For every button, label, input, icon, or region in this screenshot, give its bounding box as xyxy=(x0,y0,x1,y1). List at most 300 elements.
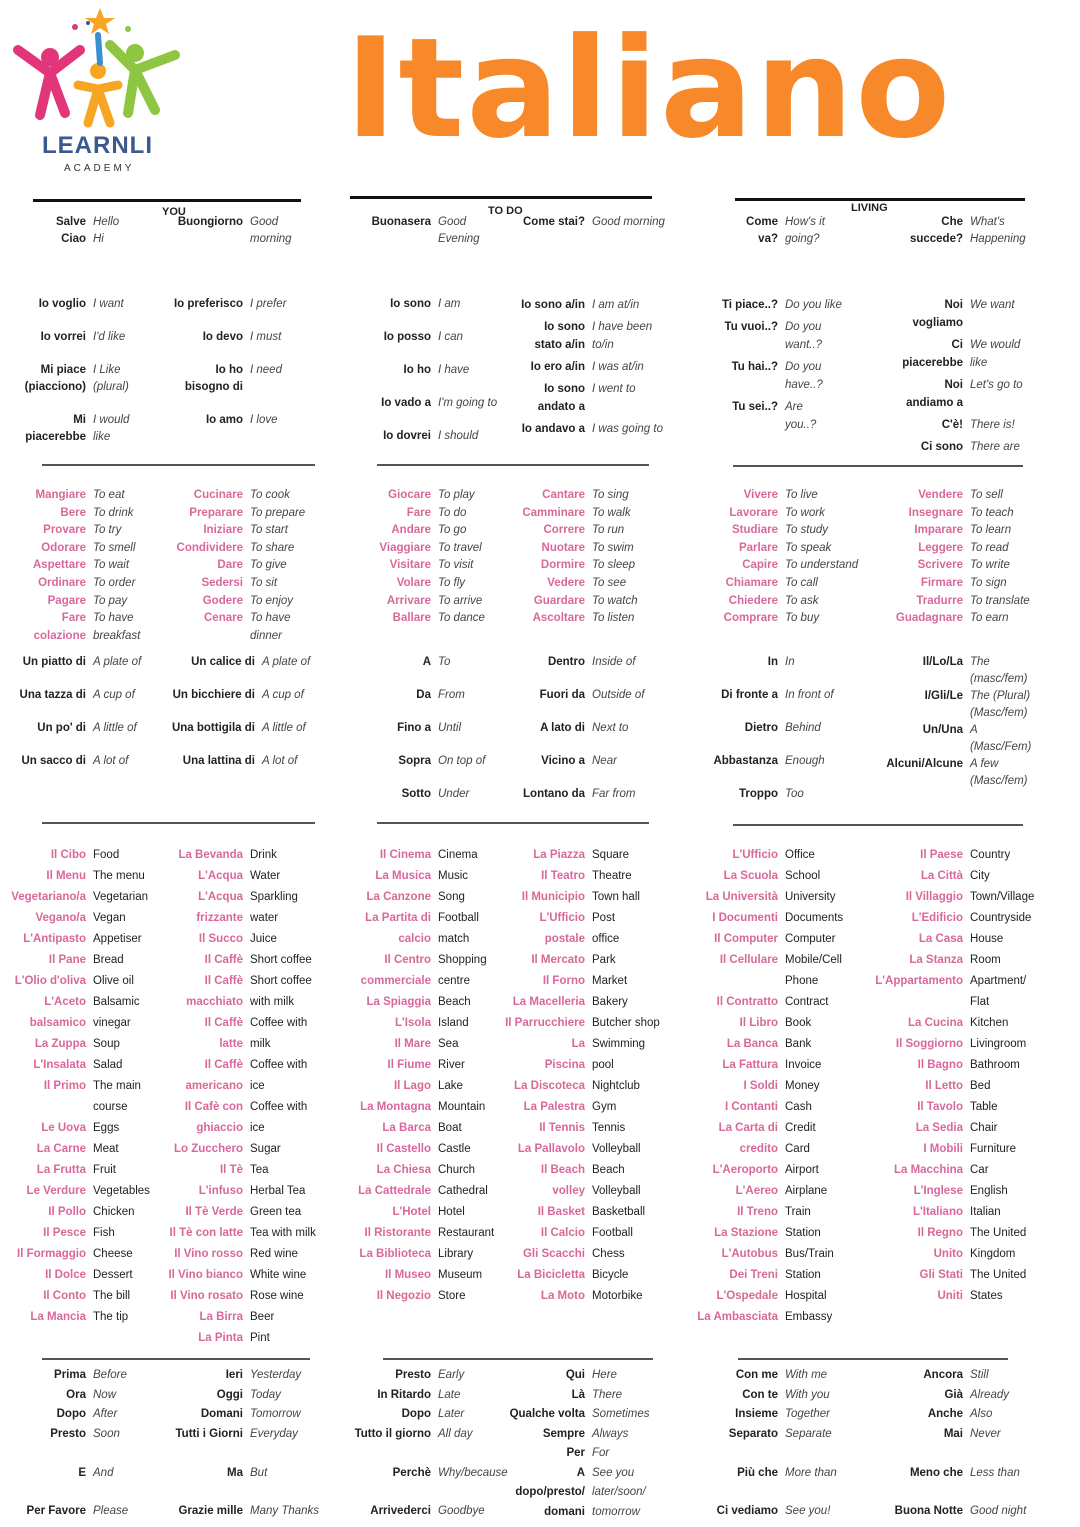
english-translation: To call xyxy=(785,576,818,589)
english-translation: A lot of xyxy=(262,755,298,767)
vocab-entry xyxy=(0,540,140,558)
italian-term: Ci sono xyxy=(920,441,963,453)
english-translation: Herbal Tea xyxy=(250,1185,306,1197)
italian-term: Leggere xyxy=(918,541,963,554)
italian-term: La Banca xyxy=(726,1038,778,1050)
vocab-entry xyxy=(150,610,305,645)
italian-term: Un sacco di xyxy=(21,755,86,767)
english-translation: There is! xyxy=(970,419,1015,431)
italian-term: L'Ufficio xyxy=(539,912,585,924)
english-translation: Italian xyxy=(970,1206,1001,1218)
english-translation: I'm going to xyxy=(438,397,498,409)
english-translation: We would like xyxy=(970,339,1021,369)
italian-term: Tu vuoi..? xyxy=(724,321,778,333)
vocab-entry xyxy=(150,1118,316,1139)
italian-term: Volare xyxy=(396,576,431,589)
italian-term: Mangiare xyxy=(35,489,86,501)
vocab-entry xyxy=(150,1386,319,1406)
english-translation: To live xyxy=(785,489,818,501)
vocab-entry xyxy=(340,540,485,558)
italian-term: commerciale xyxy=(360,975,431,987)
italian-term: Giocare xyxy=(388,489,431,501)
italian-term: Firmare xyxy=(920,576,963,589)
italian-term: Buonasera xyxy=(371,216,431,228)
vocab-column xyxy=(505,845,660,1307)
italian-term: Cenare xyxy=(204,612,243,625)
italian-term: Vendere xyxy=(918,489,963,501)
vocab-entry xyxy=(0,1386,128,1406)
vocab-entry xyxy=(690,1425,837,1445)
vocab-entry xyxy=(340,1076,494,1097)
english-translation: vinegar xyxy=(93,1017,131,1029)
italian-term: Andare xyxy=(391,524,431,537)
english-translation: Theatre xyxy=(592,870,632,882)
vocab-entry xyxy=(505,1034,660,1055)
italian-term: Il Conto xyxy=(43,1290,86,1302)
italian-term: Mi piace (piacciono) xyxy=(24,364,86,393)
italian-term: Parlare xyxy=(738,541,778,554)
vocab-entry xyxy=(505,1464,650,1484)
vocab-entry xyxy=(505,575,638,593)
english-translation: Mountain xyxy=(438,1101,486,1113)
vocab-entry xyxy=(505,1097,660,1118)
english-translation: To speak xyxy=(785,541,832,554)
italian-term: Il Tè xyxy=(219,1164,243,1176)
italian-term: Vegetariano/a xyxy=(11,891,86,903)
english-translation: Lake xyxy=(438,1080,463,1092)
english-translation: Invoice xyxy=(785,1059,822,1071)
vocab-column xyxy=(690,214,825,248)
italian-term: Il Beach xyxy=(540,1164,585,1176)
vocab-entry xyxy=(150,557,305,575)
english-translation: To play xyxy=(438,489,475,501)
vocab-entry xyxy=(690,887,843,908)
italian-term: Bere xyxy=(60,506,86,519)
italian-term: Prima xyxy=(54,1369,86,1381)
english-translation: Card xyxy=(785,1143,810,1155)
english-translation: What's Happening xyxy=(970,216,1026,245)
italian-term: La Carne xyxy=(36,1143,86,1155)
italian-term: Lavorare xyxy=(729,506,778,519)
english-translation: Park xyxy=(592,954,616,966)
italian-term: Io andavo a xyxy=(521,423,585,435)
vocab-entry xyxy=(860,1097,1034,1118)
vocab-entry xyxy=(340,1013,494,1034)
vocab-entry xyxy=(150,412,286,429)
english-translation: To arrive xyxy=(438,594,483,607)
vocab-column xyxy=(0,487,140,645)
italian-term: Il Centro xyxy=(384,954,431,966)
english-translation: Together xyxy=(785,1408,830,1420)
vocab-entry xyxy=(0,866,150,887)
english-translation: To sing xyxy=(592,489,629,501)
english-translation: Always xyxy=(592,1427,629,1440)
italian-term: Tutti i Giorni xyxy=(175,1427,243,1440)
english-translation: To sit xyxy=(250,576,278,589)
italian-term: Il Negozio xyxy=(376,1290,431,1302)
english-translation: To watch xyxy=(592,594,638,607)
italian-term: Provare xyxy=(43,524,86,537)
italian-term: L'Italiano xyxy=(912,1206,963,1218)
italian-term: Iniziare xyxy=(203,524,243,537)
italian-term: Unito xyxy=(933,1248,963,1260)
italian-term: La Pallavolo xyxy=(517,1143,585,1155)
italian-term: dopo/presto/ xyxy=(515,1486,585,1498)
italian-term: Odorare xyxy=(41,541,86,554)
english-translation: Swimming xyxy=(592,1038,646,1050)
vocab-entry xyxy=(0,1244,150,1265)
english-translation: Fruit xyxy=(93,1164,116,1176)
english-translation: Mobile/Cell xyxy=(785,954,842,966)
english-translation: Do you like xyxy=(785,299,842,311)
vocab-entry xyxy=(150,540,305,558)
english-translation: Today xyxy=(250,1388,281,1401)
english-translation: The menu xyxy=(93,870,145,882)
vocab-entry xyxy=(860,887,1034,908)
italian-term: Abbastanza xyxy=(713,755,778,767)
vocab-entry xyxy=(690,992,843,1013)
vocab-entry xyxy=(690,1181,843,1202)
vocab-entry xyxy=(0,1055,150,1076)
vocab-entry xyxy=(340,428,497,445)
english-translation: I am at/in xyxy=(592,299,640,311)
english-translation: Cathedral xyxy=(438,1185,488,1197)
vocab-entry xyxy=(340,575,485,593)
english-translation: I should xyxy=(438,430,479,442)
english-translation: I have been to/in xyxy=(592,321,653,351)
vocab-entry xyxy=(505,420,663,438)
english-translation: Inside of xyxy=(592,656,636,668)
vocab-entry xyxy=(150,505,305,523)
italian-term: Di fronte a xyxy=(721,689,778,701)
vocab-entry xyxy=(505,557,638,575)
english-translation: Good morning xyxy=(250,216,292,245)
vocab-entry xyxy=(150,362,286,396)
italian-term: Guardare xyxy=(533,594,585,607)
english-translation: Tomorrow xyxy=(250,1408,301,1420)
vocab-entry xyxy=(150,1307,316,1328)
vocab-entry xyxy=(690,866,843,887)
english-translation: To drink xyxy=(93,506,134,519)
vocab-entry xyxy=(150,487,305,505)
english-translation: Church xyxy=(438,1164,476,1176)
vocab-entry xyxy=(860,1386,1026,1406)
english-translation: City xyxy=(970,870,990,882)
english-translation: Separate xyxy=(785,1427,832,1440)
english-translation: To work xyxy=(785,506,825,519)
italian-term: La Partita di xyxy=(365,912,431,924)
italian-term: Aspettare xyxy=(32,559,86,572)
italian-term: Il Caffè xyxy=(204,975,243,987)
divider xyxy=(42,464,315,466)
vocab-column xyxy=(690,487,858,628)
italian-term: La Macelleria xyxy=(512,996,585,1008)
vocab-entry xyxy=(150,866,316,887)
vocab-column xyxy=(505,214,665,231)
english-translation: match xyxy=(438,933,470,945)
vocab-column xyxy=(340,214,480,248)
italian-term: Il Caffè xyxy=(204,954,243,966)
english-translation: Now xyxy=(93,1388,117,1401)
vocab-entry xyxy=(690,1464,837,1484)
english-translation: I went to xyxy=(592,383,636,395)
italian-term: Da xyxy=(416,689,431,701)
italian-term: Alcuni/Alcune xyxy=(886,758,963,770)
italian-term: Il Cafè con xyxy=(184,1101,243,1113)
vocab-entry xyxy=(505,1444,650,1464)
english-translation: ice xyxy=(250,1122,265,1134)
italian-term: Una bottigila di xyxy=(171,722,255,734)
vocab-entry xyxy=(150,992,316,1013)
italian-term: Il Tavolo xyxy=(917,1101,963,1113)
english-translation: Beach xyxy=(438,996,471,1008)
italian-term: Vedere xyxy=(547,576,585,589)
vocab-entry xyxy=(860,1425,1026,1445)
english-translation: To write xyxy=(970,559,1010,572)
vocab-entry xyxy=(340,992,494,1013)
divider xyxy=(383,1358,653,1360)
english-translation: Basketball xyxy=(592,1206,646,1218)
vocab-entry xyxy=(505,1503,650,1523)
vocab-entry xyxy=(0,1502,128,1522)
vocab-column xyxy=(340,487,485,628)
italian-term: L'Appartamento xyxy=(875,975,963,987)
vocab-entry xyxy=(690,1366,837,1386)
english-translation: To see xyxy=(592,576,627,589)
english-translation: To study xyxy=(785,524,829,537)
vocab-entry xyxy=(150,1223,316,1244)
english-translation: Sugar xyxy=(250,1143,281,1155)
italian-term: La Bicicletta xyxy=(517,1269,585,1281)
vocab-entry xyxy=(690,505,858,523)
vocab-entry xyxy=(505,992,660,1013)
english-translation: I must xyxy=(250,331,282,343)
italian-term: Perchè xyxy=(392,1467,431,1479)
english-translation: To eat xyxy=(93,489,125,501)
vocab-column xyxy=(0,1366,128,1521)
english-translation: Let's go to xyxy=(970,379,1023,391)
vocab-entry xyxy=(690,358,842,394)
vocab-entry xyxy=(162,753,310,770)
vocab-entry xyxy=(505,1076,660,1097)
italian-term: americano xyxy=(185,1080,243,1092)
vocab-entry xyxy=(340,505,485,523)
vocab-entry xyxy=(505,1013,660,1034)
english-translation: To go xyxy=(438,524,467,537)
vocab-entry xyxy=(340,329,497,346)
vocab-entry xyxy=(860,1464,1026,1484)
vocab-entry xyxy=(505,318,663,354)
vocab-entry xyxy=(505,687,644,704)
divider xyxy=(738,1358,1008,1360)
vocab-entry xyxy=(150,929,316,950)
italian-term: Il Basket xyxy=(537,1206,585,1218)
italian-term: Il Letto xyxy=(925,1080,963,1092)
english-translation: School xyxy=(785,870,821,882)
vocab-entry xyxy=(150,845,316,866)
page-title: Italiano xyxy=(345,8,953,169)
vocab-column xyxy=(860,654,1031,790)
vocab-entry xyxy=(150,1502,319,1522)
italian-term: Il Parrucchiere xyxy=(505,1017,585,1029)
vocab-entry xyxy=(690,1223,843,1244)
italian-term: Buona Notte xyxy=(894,1504,963,1517)
italian-term: La Città xyxy=(920,870,963,882)
italian-term: Per xyxy=(566,1447,585,1459)
italian-term: La Piazza xyxy=(533,849,585,861)
heading-living: LIVING xyxy=(851,202,888,214)
vocab-entry xyxy=(690,557,858,575)
english-translation: To sell xyxy=(970,489,1003,501)
italian-term: domani xyxy=(544,1505,585,1518)
vocab-entry xyxy=(340,887,494,908)
english-translation: I was going to xyxy=(592,423,663,435)
vocab-entry xyxy=(340,929,494,950)
vocab-column xyxy=(860,296,1023,460)
vocab-entry xyxy=(0,329,129,346)
vocab-entry xyxy=(690,845,843,866)
vocab-entry xyxy=(690,398,842,434)
english-translation: Please xyxy=(93,1504,129,1517)
italian-term: credito xyxy=(739,1143,778,1155)
italian-term: La Scuola xyxy=(723,870,778,882)
english-translation: To read xyxy=(970,541,1009,554)
italian-term: Più che xyxy=(737,1467,778,1479)
italian-term: Io voglio xyxy=(38,298,86,310)
italian-term: Dopo xyxy=(401,1408,431,1420)
english-translation: To have dinner xyxy=(250,612,291,642)
english-translation: To ask xyxy=(785,594,819,607)
italian-term: frizzante xyxy=(196,912,243,924)
vocab-entry xyxy=(150,1013,316,1034)
english-translation: Yesterday xyxy=(250,1369,302,1381)
english-translation: Rose wine xyxy=(250,1290,304,1302)
vocab-entry xyxy=(690,522,858,540)
italian-term: Il Primo xyxy=(43,1080,86,1092)
vocab-entry xyxy=(340,610,485,628)
vocab-entry xyxy=(340,214,480,248)
english-translation: I need xyxy=(250,364,282,376)
italian-term: L'Hotel xyxy=(392,1206,431,1218)
vocab-entry xyxy=(505,1055,660,1076)
italian-term: Il Castello xyxy=(376,1143,431,1155)
vocab-column xyxy=(505,1366,650,1522)
vocab-entry xyxy=(860,950,1034,971)
english-translation: Beer xyxy=(250,1311,275,1323)
italian-term: Capire xyxy=(742,559,778,572)
italian-term: ghiaccio xyxy=(196,1122,243,1134)
italian-term: Buongiorno xyxy=(177,216,243,228)
vocab-entry xyxy=(340,753,485,770)
english-translation: Bank xyxy=(785,1038,812,1050)
english-translation: To walk xyxy=(592,506,631,519)
vocab-entry xyxy=(505,610,638,628)
italian-term: Io ero a/in xyxy=(530,361,585,373)
english-translation: Sometimes xyxy=(592,1408,650,1420)
italian-term: Il Bagno xyxy=(917,1059,963,1071)
italian-term: volley xyxy=(552,1185,585,1197)
italian-term: Ordinare xyxy=(38,576,86,589)
italian-term: Il Municipio xyxy=(521,891,585,903)
vocab-column xyxy=(860,845,1034,1307)
english-translation: A few (Masc/fem) xyxy=(970,758,1028,787)
vocab-entry xyxy=(860,845,1034,866)
italian-term: Per Favore xyxy=(26,1504,86,1517)
italian-term: L'Ufficio xyxy=(732,849,778,861)
vocab-entry xyxy=(690,687,834,704)
english-translation: Hello xyxy=(93,216,120,228)
english-translation: Meat xyxy=(93,1143,119,1155)
italian-term: La Discoteca xyxy=(514,1080,585,1092)
divider xyxy=(33,199,301,202)
english-translation: Near xyxy=(592,755,617,767)
vocab-entry xyxy=(690,296,842,314)
english-translation: Later xyxy=(438,1408,465,1420)
english-translation: I have xyxy=(438,364,470,376)
italian-term: Noi vogliamo xyxy=(912,299,963,329)
english-translation: pool xyxy=(592,1059,614,1071)
logo-figures-icon xyxy=(10,5,190,140)
english-translation: And xyxy=(93,1467,114,1479)
english-translation: Late xyxy=(438,1388,461,1401)
english-translation: Do you want..? xyxy=(785,321,823,351)
english-translation: Too xyxy=(785,788,804,800)
vocab-column xyxy=(150,1366,319,1521)
italian-term: Il Mercato xyxy=(531,954,585,966)
english-translation: To wait xyxy=(93,559,130,572)
vocab-entry xyxy=(340,845,494,866)
italian-term: La Casa xyxy=(918,933,963,945)
vocab-entry xyxy=(690,1034,843,1055)
italian-term: Godere xyxy=(202,594,243,607)
italian-term: Camminare xyxy=(522,506,585,519)
italian-term: Fare xyxy=(61,612,86,625)
english-translation: On top of xyxy=(438,755,486,767)
vocab-entry xyxy=(0,950,150,971)
english-translation: Contract xyxy=(785,996,829,1008)
italian-term: Con me xyxy=(735,1369,778,1381)
vocab-entry xyxy=(150,1160,316,1181)
english-translation: office xyxy=(592,933,620,945)
italian-term: La Barca xyxy=(382,1122,431,1134)
english-translation: tomorrow xyxy=(592,1505,640,1518)
italian-term: Sotto xyxy=(401,788,431,800)
italian-term: Qui xyxy=(565,1369,585,1381)
vocab-column xyxy=(690,654,834,819)
english-translation: Vegetarian xyxy=(93,891,148,903)
english-translation: Volleyball xyxy=(592,1185,641,1197)
vocab-entry xyxy=(690,971,843,992)
italian-term: La Zuppa xyxy=(34,1038,86,1050)
vocab-entry xyxy=(340,593,485,611)
english-translation: Already xyxy=(970,1388,1009,1401)
english-translation: To prepare xyxy=(250,506,306,519)
english-translation: Hotel xyxy=(438,1206,465,1218)
english-translation: Chicken xyxy=(93,1206,135,1218)
vocab-entry xyxy=(150,887,316,908)
italian-term: Io sono andato a xyxy=(537,383,585,413)
vocab-entry xyxy=(690,950,843,971)
vocab-entry xyxy=(860,575,1030,593)
italian-term: A lato di xyxy=(540,722,585,734)
vocab-entry xyxy=(690,540,858,558)
vocab-entry xyxy=(0,845,150,866)
vocab-entry xyxy=(860,866,1034,887)
english-translation: Food xyxy=(93,849,120,861)
english-translation: Cinema xyxy=(438,849,478,861)
english-translation: Next to xyxy=(592,722,629,734)
vocab-entry xyxy=(340,1055,494,1076)
